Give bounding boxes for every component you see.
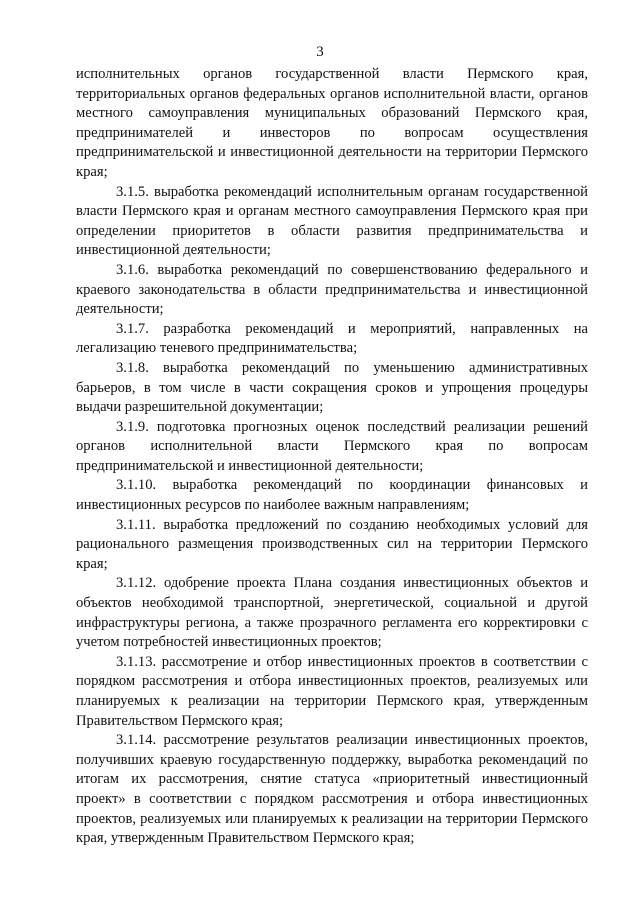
paragraph-continuation: исполнительных органов государственной власти Пермского края, территориальных органов федеральных органов исполнительной власти, органов местного самоуправления муниципальных образований Пермского края, предпринимателей и инвесторов по вопросам осуществления предпринимательской и инвестиционной деятельности на территории Пермского края; xyxy=(76,66,588,180)
paragraph-3-1-7: 3.1.7. разработка рекомендаций и мероприятий, направленных на легализацию теневого предпринимательства; xyxy=(76,320,588,357)
paragraph-3-1-12: 3.1.12. одобрение проекта Плана создания инвестиционных объектов и объектов необходимой транспортной, энергетической, социальной и другой инфраструктуры региона, а также прозрачного регламента его корректировки с учетом потребностей инвестиционных проектов; xyxy=(76,575,588,651)
paragraph-3-1-11: 3.1.11. выработка предложений по созданию необходимых условий для рационального размещения производственных сил на территории Пермского края; xyxy=(76,516,588,572)
document-body xyxy=(76,65,588,849)
paragraph-3-1-10: 3.1.10. выработка рекомендаций по координации финансовых и инвестиционных ресурсов по наиболее важным направлениям; xyxy=(76,477,588,514)
paragraph-3-1-14: 3.1.14. рассмотрение результатов реализации инвестиционных проектов, получивших краевую государственную поддержку, выработка рекомендаций по итогам их рассмотрения, снятие статуса «приоритетный инвестиционный проект» в соответствии с порядком рассмотрения и отбора инвестиционных проектов, реализуемых или планируемых к реализации на территории Пермского края, утвержденным Правительством Пермского края; xyxy=(76,732,588,847)
paragraph-3-1-5: 3.1.5. выработка рекомендаций исполнительным органам государственной власти Пермского края и органам местного самоуправления Пермского края при определении приоритетов в области развития предпринимательства и инвестиционной деятельности; xyxy=(76,183,588,259)
paragraph-3-1-13: 3.1.13. рассмотрение и отбор инвестиционных проектов в соответствии с порядком рассмотрения и отбора инвестиционных проектов, реализуемых или планируемых к реализации на территории Пермского края, утвержденным Правительством Пермского края; xyxy=(76,653,588,729)
paragraph-3-1-8: 3.1.8. выработка рекомендаций по уменьшению административных барьеров, в том числе в части сокращения сроков и упрощения процедуры выдачи разрешительной документации; xyxy=(76,359,588,416)
page-number: 3 xyxy=(316,44,324,60)
paragraph-3-1-6: 3.1.6. выработка рекомендаций по совершенствованию федерального и краевого законодательства в области предпринимательства и инвестиционной деятельности; xyxy=(76,261,588,318)
paragraph-3-1-9: 3.1.9. подготовка прогнозных оценок последствий реализации решений органов исполнительной власти Пермского края по вопросам предпринимательской и инвестиционной деятельности; xyxy=(76,418,588,474)
